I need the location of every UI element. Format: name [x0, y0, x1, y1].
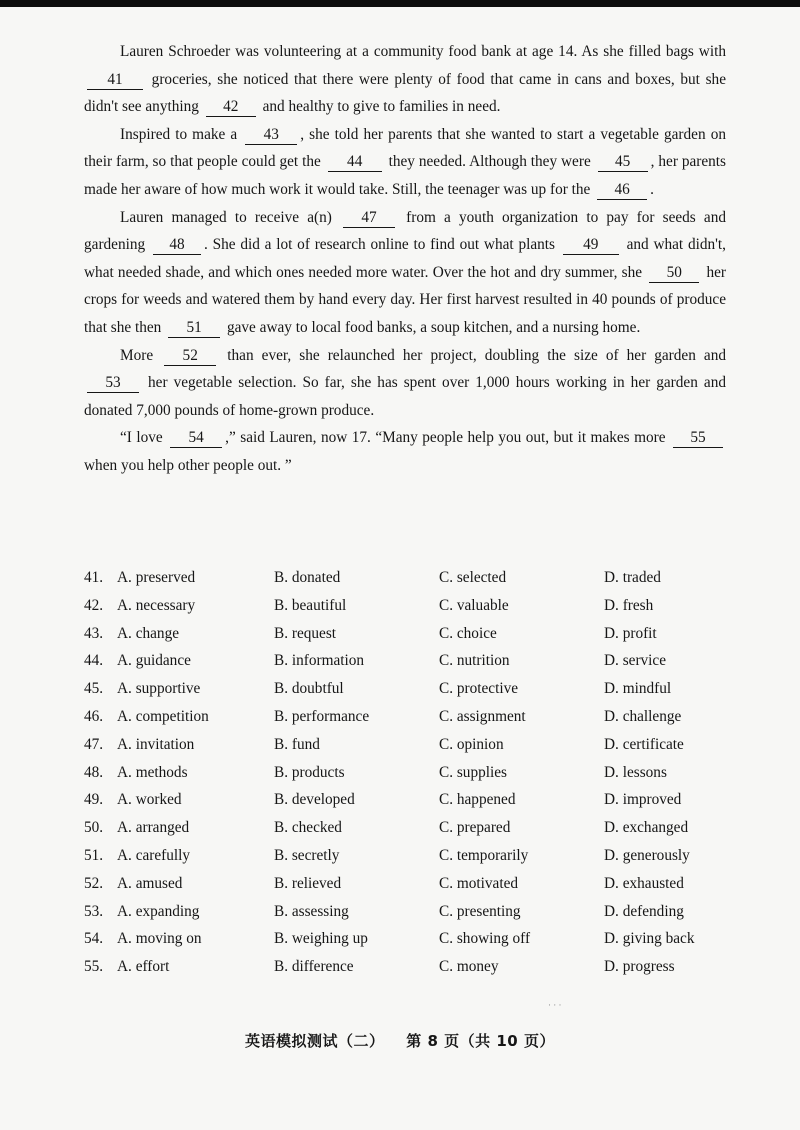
page-number: 第 8 页（共 10 页） — [406, 1032, 555, 1050]
question-row — [84, 816, 744, 844]
question-number: 50. — [84, 819, 104, 837]
scan-speck: · · · — [548, 1000, 562, 1010]
option-a: A. methods — [117, 763, 188, 781]
question-row — [84, 955, 744, 983]
passage-paragraph-5 — [84, 424, 726, 479]
question-number: 41. — [84, 569, 104, 586]
option-b: B. fund — [274, 735, 320, 753]
option-c: C. protective — [439, 680, 519, 698]
option-c: C. choice — [439, 624, 497, 642]
option-d: D. generously — [604, 846, 690, 864]
option-b: B. weighing up — [274, 930, 368, 948]
option-a: A. guidance — [117, 652, 191, 670]
blank-52: 52 — [164, 346, 216, 366]
question-number: 47. — [84, 735, 104, 753]
option-c: C. nutrition — [439, 652, 510, 670]
option-c: C. money — [439, 958, 499, 976]
question-number: 48. — [84, 763, 104, 781]
question-number: 54. — [84, 930, 104, 948]
question-number: 45. — [84, 680, 104, 698]
option-c: C. assignment — [439, 707, 526, 725]
option-a: A. amused — [117, 874, 183, 892]
passage-paragraph-2 — [84, 121, 726, 204]
option-b: B. donated — [274, 569, 341, 586]
question-number: 55. — [84, 958, 104, 976]
passage-text: her crops for weeds and watered them by hand every day. Her first harvest resulted in 40 pounds of produce that she then — [84, 263, 726, 336]
question-row — [84, 622, 744, 650]
passage-text: ,” said Lauren, now 17. “Many people help you out, but it makes more — [225, 429, 670, 447]
exam-title: 英语模拟测试（二） — [245, 1032, 385, 1050]
question-number: 51. — [84, 846, 104, 864]
question-row — [84, 761, 744, 789]
option-d: D. giving back — [604, 930, 695, 948]
question-number: 42. — [84, 596, 104, 614]
option-a: A. necessary — [117, 596, 196, 614]
passage-text: groceries, she noticed that there were plenty of food that came in cans and boxes, but she didn't see anything — [84, 70, 726, 116]
question-number: 43. — [84, 624, 104, 642]
option-c: C. showing off — [439, 930, 531, 948]
option-b: B. request — [274, 624, 337, 642]
option-c: C. valuable — [439, 596, 509, 614]
blank-53: 53 — [87, 373, 139, 393]
option-a: A. preserved — [117, 569, 196, 586]
option-d: D. traded — [604, 569, 661, 586]
passage-text: gave away to local food banks, a soup kitchen, and a nursing home. — [223, 318, 641, 336]
passage-text: they needed. Although they were — [384, 153, 595, 171]
passage-text: from a youth organization to pay for seeds and gardening — [84, 208, 726, 254]
option-a: A. supportive — [117, 680, 201, 698]
option-d: D. exchanged — [604, 819, 689, 837]
top-border-rule — [0, 0, 800, 7]
blank-51: 51 — [168, 318, 220, 338]
page-footer — [0, 1030, 800, 1051]
question-number: 44. — [84, 652, 104, 670]
question-row — [84, 566, 744, 594]
passage-text: and healthy to give to families in need. — [258, 98, 501, 116]
option-c: C. prepared — [439, 819, 511, 837]
option-c: C. temporarily — [439, 846, 529, 864]
blank-44: 44 — [328, 152, 382, 172]
blank-49: 49 — [563, 235, 619, 255]
question-row — [84, 844, 744, 872]
option-d: D. lessons — [604, 763, 667, 781]
option-a: A. expanding — [117, 902, 200, 920]
option-b: B. assessing — [274, 902, 349, 920]
question-number: 52. — [84, 874, 104, 892]
option-b: B. information — [274, 652, 365, 670]
cloze-passage — [84, 38, 726, 480]
blank-43: 43 — [245, 125, 297, 145]
question-row — [84, 649, 744, 677]
option-a: A. worked — [117, 791, 182, 809]
blank-42: 42 — [206, 97, 256, 117]
option-d: D. exhausted — [604, 874, 684, 892]
option-d: D. mindful — [604, 680, 672, 698]
question-number: 53. — [84, 902, 104, 920]
passage-text: her vegetable selection. So far, she has spent over 1,000 hours working in her garden and donated 7,000 pounds of home-grown produce. — [84, 374, 726, 419]
question-row — [84, 594, 744, 622]
option-d: D. challenge — [604, 707, 682, 725]
passage-text: , she told her parents that she wanted to start a vegetable garden on their farm, so that people could get the — [84, 125, 726, 171]
passage-text: , her parents made her aware of how much work it would take. Still, the teenager was up for the — [84, 153, 727, 198]
option-a: A. competition — [117, 707, 209, 725]
passage-text: than ever, she relaunched her project, doubling the size of her garden and — [219, 346, 726, 364]
passage-paragraph-3 — [84, 204, 726, 342]
question-row — [84, 733, 744, 761]
question-row — [84, 705, 744, 733]
option-c: C. supplies — [439, 763, 507, 781]
option-a: A. effort — [117, 958, 170, 976]
option-b: B. secretly — [274, 846, 340, 864]
option-d: D. progress — [604, 958, 675, 976]
option-c: C. selected — [439, 569, 507, 586]
passage-text: Lauren Schroeder was volunteering at a community food bank at age 14. As she filled bags with — [120, 43, 726, 60]
option-d: D. service — [604, 652, 667, 670]
option-b: B. developed — [274, 791, 355, 809]
passage-text: More — [120, 346, 162, 364]
blank-46: 46 — [597, 180, 647, 200]
passage-text: when you help other people out. ” — [84, 456, 292, 474]
question-number: 49. — [84, 791, 104, 809]
option-b: B. beautiful — [274, 596, 347, 614]
question-row — [84, 900, 744, 928]
option-a: A. arranged — [117, 819, 190, 837]
option-c: C. motivated — [439, 874, 519, 892]
blank-41: 41 — [87, 70, 143, 90]
option-b: B. difference — [274, 958, 354, 976]
question-row — [84, 677, 744, 705]
passage-text: . — [650, 180, 654, 198]
option-c: C. presenting — [439, 902, 521, 920]
passage-text: Inspired to make a — [120, 125, 243, 143]
blank-45: 45 — [598, 152, 648, 172]
passage-text: . She did a lot of research online to find out what plants — [203, 236, 560, 254]
option-a: A. moving on — [117, 930, 202, 948]
question-row — [84, 872, 744, 900]
option-d: D. defending — [604, 902, 684, 920]
option-b: B. relieved — [274, 874, 342, 892]
option-d: D. certificate — [604, 735, 684, 753]
option-d: D. improved — [604, 791, 682, 809]
passage-paragraph-1 — [84, 38, 726, 121]
option-a: A. change — [117, 624, 180, 642]
option-c: C. happened — [439, 791, 516, 809]
blank-48: 48 — [153, 235, 201, 255]
option-d: D. fresh — [604, 596, 654, 614]
option-c: C. opinion — [439, 735, 504, 753]
question-row — [84, 788, 744, 816]
option-a: A. invitation — [117, 735, 195, 753]
passage-text: and what didn't, what needed shade, and which ones needed more water. Over the hot and dry summer, she — [84, 236, 726, 281]
blank-50: 50 — [649, 263, 699, 283]
passage-paragraph-4 — [84, 342, 726, 425]
option-b: B. checked — [274, 819, 342, 837]
option-a: A. carefully — [117, 846, 191, 864]
question-number: 46. — [84, 707, 104, 725]
option-b: B. performance — [274, 707, 370, 725]
blank-55: 55 — [673, 428, 723, 448]
option-d: D. profit — [604, 624, 657, 642]
option-b: B. doubtful — [274, 680, 344, 698]
blank-54: 54 — [170, 428, 222, 448]
blank-47: 47 — [343, 208, 395, 228]
option-b: B. products — [274, 763, 345, 781]
question-row — [84, 927, 744, 955]
passage-text: “I love — [120, 429, 168, 447]
answer-options-list — [84, 566, 744, 983]
passage-text: Lauren managed to receive a(n) — [120, 208, 340, 226]
